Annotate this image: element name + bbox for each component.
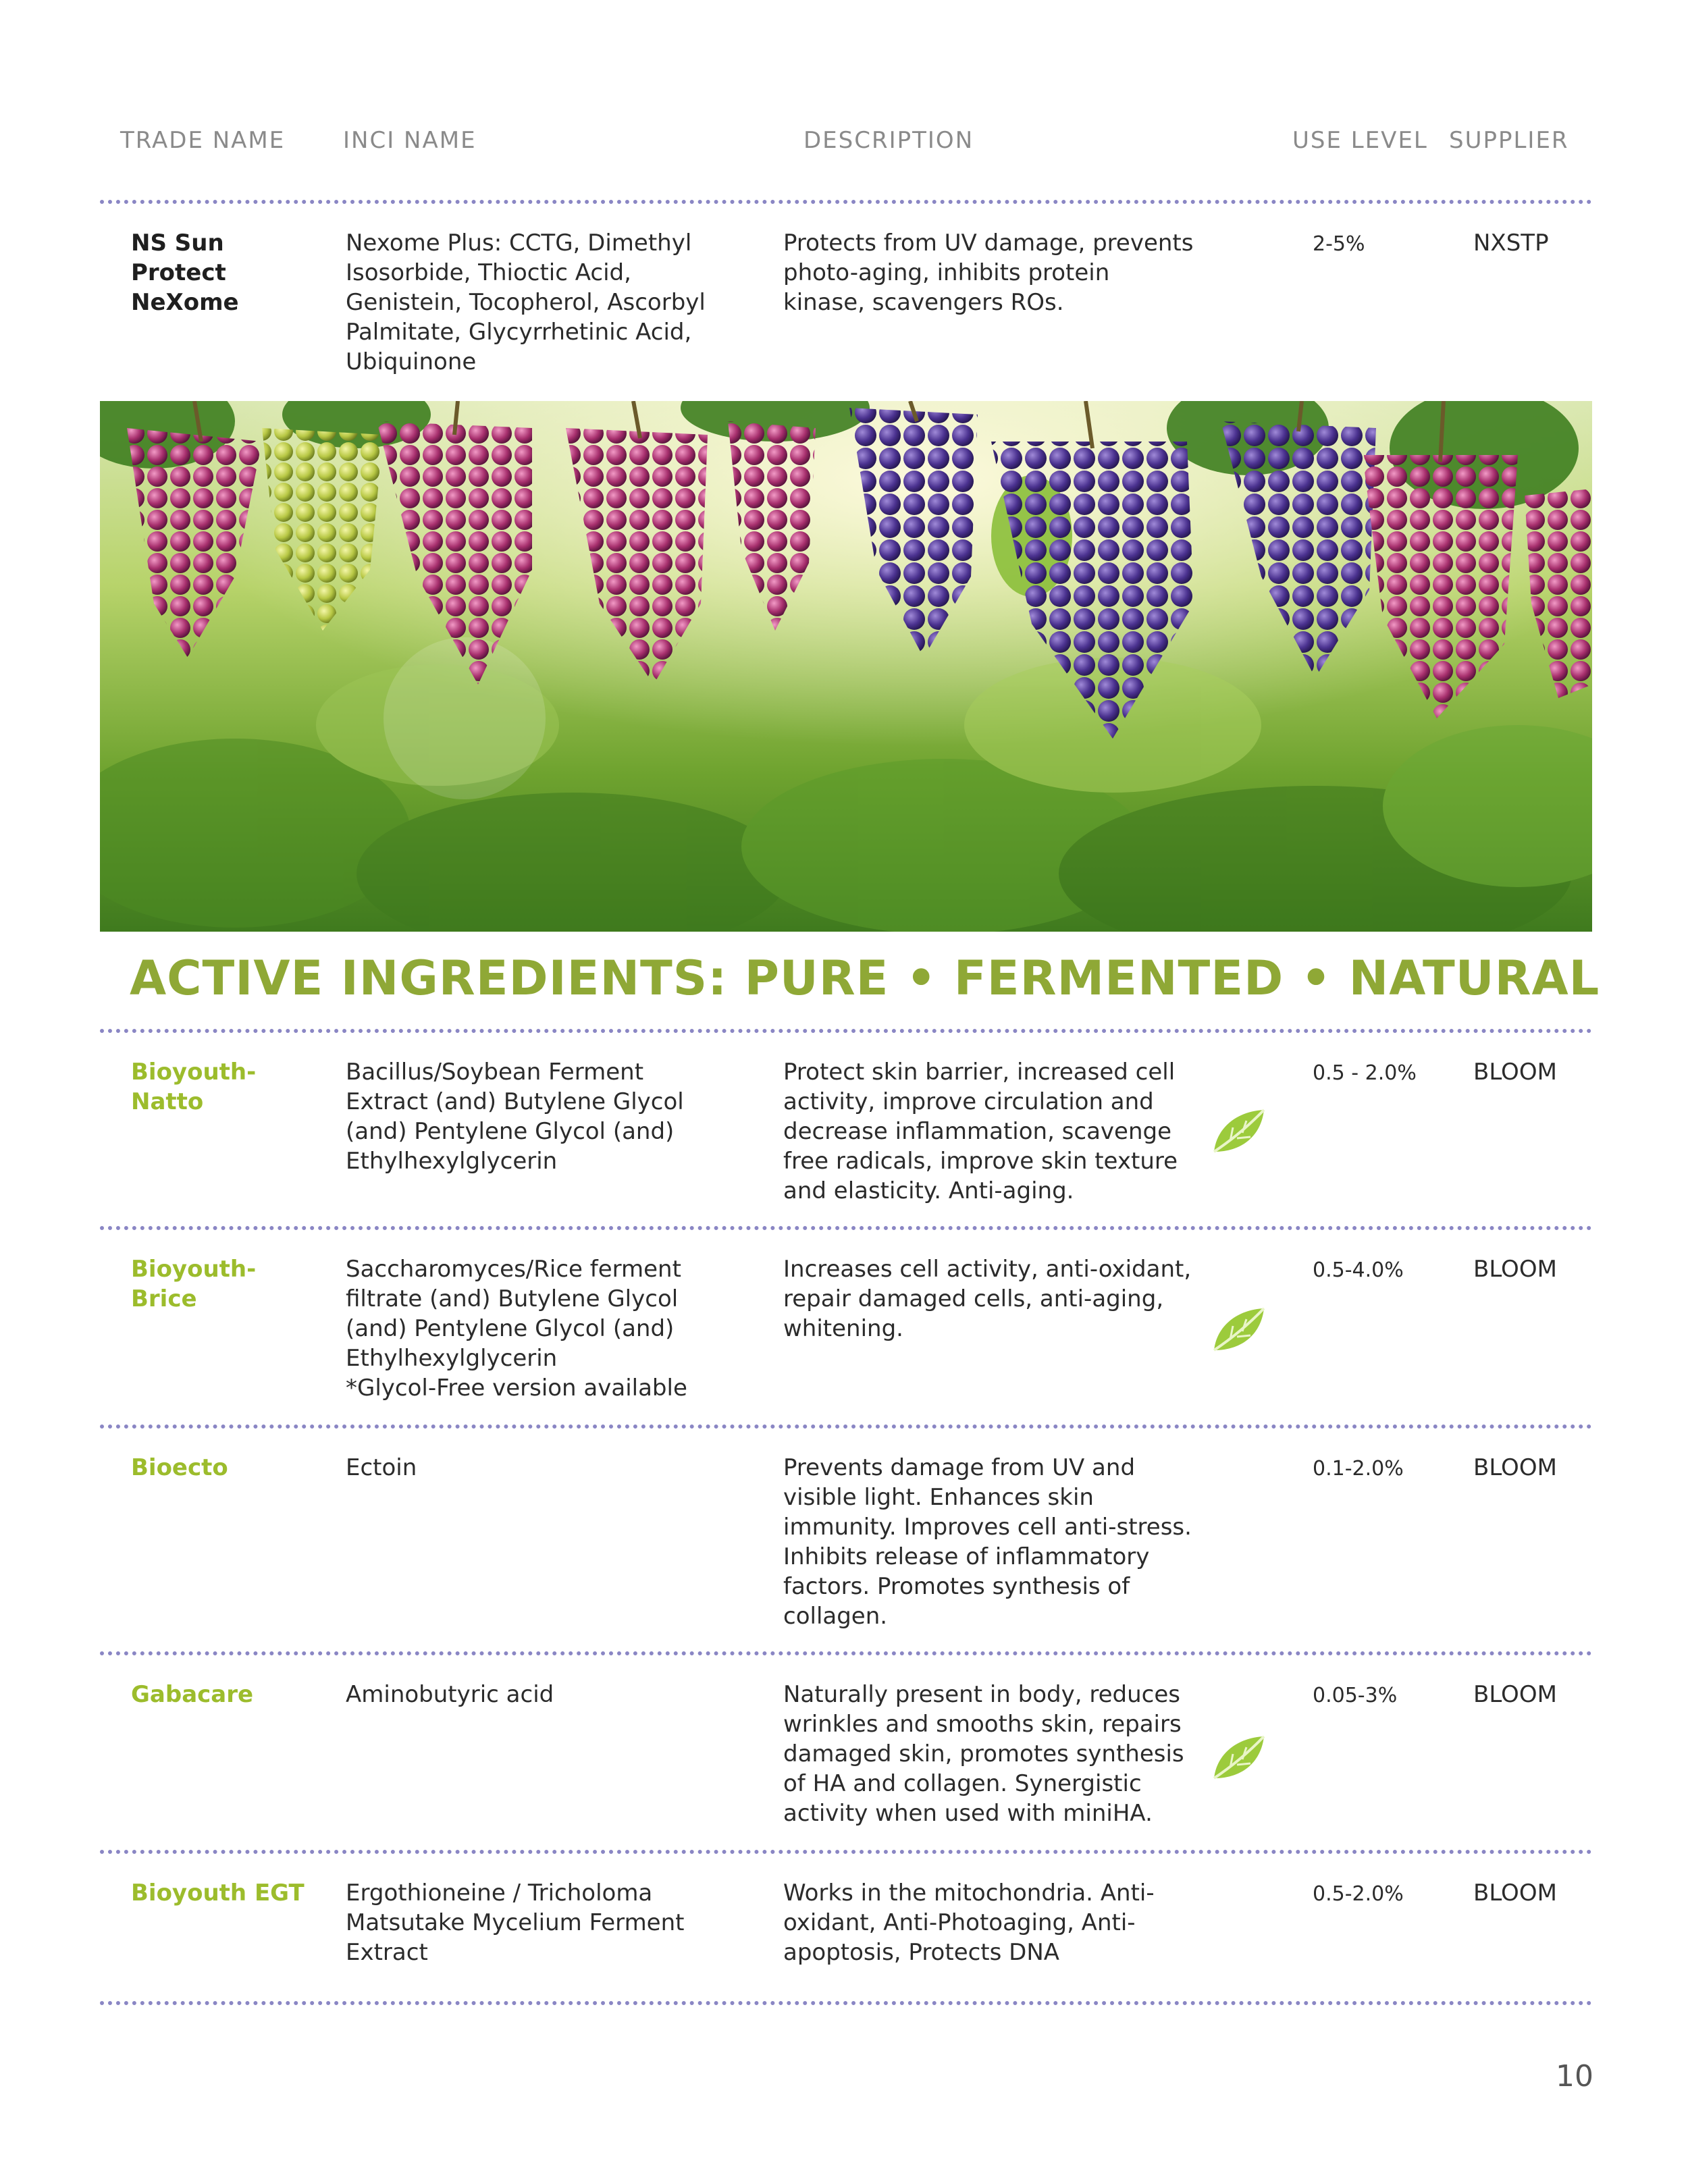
- inci-name: [346, 1878, 684, 1967]
- use-level: 0.5-2.0%: [1313, 1882, 1404, 1906]
- inci-line: Nexome Plus: CCTG, Dimethyl: [346, 230, 692, 257]
- description: [783, 1680, 1184, 1828]
- supplier: BLOOM: [1473, 1681, 1557, 1708]
- divider: [100, 1226, 1592, 1230]
- description-line: activity, improve circulation and: [783, 1088, 1154, 1115]
- inci-line: Extract: [346, 1939, 428, 1966]
- inci-line: filtrate (and) Butylene Glycol: [346, 1285, 679, 1312]
- supplier: NXSTP: [1473, 230, 1549, 257]
- inci-name: [346, 1254, 687, 1403]
- divider: [100, 1850, 1592, 1854]
- description-line: whitening.: [783, 1315, 903, 1342]
- inci-name: [346, 1453, 417, 1483]
- description-line: oxidant, Anti-Photoaging, Anti-: [783, 1909, 1136, 1936]
- inci-line: Palmitate, Glycyrrhetinic Acid,: [346, 319, 692, 346]
- inci-name: [346, 1680, 554, 1709]
- use-level: 0.5 - 2.0%: [1313, 1061, 1417, 1085]
- header-use-level: USE LEVEL: [1292, 127, 1428, 154]
- description: [783, 1453, 1192, 1631]
- description-line: and elasticity. Anti-aging.: [783, 1177, 1074, 1204]
- trade-name-line: Bioyouth-: [131, 1059, 257, 1086]
- grapes-vineyard-photo: [100, 401, 1592, 932]
- trade-name: [131, 1057, 256, 1117]
- leaf-icon: [1210, 1107, 1267, 1156]
- inci-line: Bacillus/Soybean Ferment: [346, 1059, 644, 1086]
- description-line: visible light. Enhances skin: [783, 1484, 1094, 1511]
- inci-line: Matsutake Mycelium Ferment: [346, 1909, 685, 1936]
- inci-line: Ergothioneine / Tricholoma: [346, 1880, 653, 1907]
- description-line: damaged skin, promotes synthesis: [783, 1740, 1184, 1767]
- trade-name-line: NS Sun: [131, 230, 224, 257]
- header-description: DESCRIPTION: [803, 127, 974, 154]
- description-line: decrease inflammation, scavenge: [783, 1118, 1172, 1145]
- trade-name-line: Bioecto: [131, 1454, 228, 1481]
- trade-name-line: Protect: [131, 259, 226, 286]
- description-line: free radicals, improve skin texture: [783, 1148, 1178, 1175]
- photo-illustration: [100, 401, 1592, 932]
- description: [783, 1878, 1155, 1967]
- divider: [100, 2001, 1592, 2005]
- description: [783, 1254, 1191, 1343]
- trade-name-line: Brice: [131, 1285, 197, 1312]
- use-level: 0.1-2.0%: [1313, 1457, 1404, 1481]
- description-line: wrinkles and smooths skin, repairs: [783, 1711, 1182, 1738]
- inci-name: [346, 228, 706, 377]
- inci-line: Ectoin: [346, 1454, 417, 1481]
- description-line: kinase, scavengers ROs.: [783, 289, 1064, 316]
- header-inci-name: INCI NAME: [343, 127, 477, 154]
- description-line: Protect skin barrier, increased cell: [783, 1059, 1176, 1086]
- inci-name: [346, 1057, 684, 1176]
- inci-line: (and) Pentylene Glycol (and): [346, 1315, 675, 1342]
- leaf-icon: [1210, 1306, 1267, 1354]
- description-line: apoptosis, Protects DNA: [783, 1939, 1060, 1966]
- inci-line: Extract (and) Butylene Glycol: [346, 1088, 684, 1115]
- supplier: BLOOM: [1473, 1454, 1557, 1481]
- inci-line: Genistein, Tocopherol, Ascorbyl: [346, 289, 706, 316]
- trade-name: [131, 1680, 253, 1709]
- supplier: BLOOM: [1473, 1880, 1557, 1907]
- inci-line: *Glycol-Free version available: [346, 1375, 687, 1402]
- header-trade-name: TRADE NAME: [120, 127, 286, 154]
- section-title: ACTIVE INGREDIENTS: PURE • FERMENTED • NATURAL: [130, 951, 1600, 1006]
- inci-line: (and) Pentylene Glycol (and): [346, 1118, 675, 1145]
- description: [783, 228, 1193, 317]
- description-line: Works in the mitochondria. Anti-: [783, 1880, 1155, 1907]
- divider: [100, 200, 1592, 204]
- description: [783, 1057, 1178, 1206]
- trade-name-line: Bioyouth-: [131, 1256, 257, 1283]
- inci-line: Ethylhexylglycerin: [346, 1345, 558, 1372]
- description-line: Increases cell activity, anti-oxidant,: [783, 1256, 1192, 1283]
- divider: [100, 1424, 1592, 1429]
- header-supplier: SUPPLIER: [1449, 127, 1569, 154]
- trade-name-line: Gabacare: [131, 1681, 254, 1708]
- trade-name: [131, 228, 239, 317]
- inci-line: Aminobutyric acid: [346, 1681, 554, 1708]
- trade-name-line: Natto: [131, 1088, 204, 1115]
- description-line: repair damaged cells, anti-aging,: [783, 1285, 1164, 1312]
- leaf-icon: [1210, 1734, 1267, 1782]
- trade-name: [131, 1254, 256, 1314]
- use-level: 0.05-3%: [1313, 1684, 1398, 1707]
- inci-line: Ethylhexylglycerin: [346, 1148, 558, 1175]
- divider: [100, 1029, 1592, 1033]
- description-line: photo-aging, inhibits protein: [783, 259, 1110, 286]
- inci-line: Isosorbide, Thioctic Acid,: [346, 259, 631, 286]
- supplier: BLOOM: [1473, 1059, 1557, 1086]
- use-level: 0.5-4.0%: [1313, 1258, 1404, 1282]
- description-line: Inhibits release of inflammatory: [783, 1543, 1150, 1570]
- description-line: activity when used with miniHA.: [783, 1800, 1153, 1827]
- page-number: 10: [1556, 2059, 1593, 2094]
- description-line: collagen.: [783, 1603, 888, 1630]
- description-line: Prevents damage from UV and: [783, 1454, 1136, 1481]
- use-level: 2-5%: [1313, 232, 1365, 256]
- description-line: Naturally present in body, reduces: [783, 1681, 1180, 1708]
- description-line: of HA and collagen. Synergistic: [783, 1770, 1142, 1797]
- trade-name-line: NeXome: [131, 289, 239, 316]
- trade-name-line: Bioyouth EGT: [131, 1880, 305, 1907]
- supplier: BLOOM: [1473, 1256, 1557, 1283]
- inci-line: Saccharomyces/Rice ferment: [346, 1256, 681, 1283]
- trade-name: [131, 1878, 305, 1908]
- description-line: Protects from UV damage, prevents: [783, 230, 1194, 257]
- description-line: factors. Promotes synthesis of: [783, 1573, 1130, 1600]
- description-line: immunity. Improves cell anti-stress.: [783, 1514, 1192, 1541]
- inci-line: Ubiquinone: [346, 348, 477, 375]
- divider: [100, 1651, 1592, 1655]
- trade-name: [131, 1453, 228, 1483]
